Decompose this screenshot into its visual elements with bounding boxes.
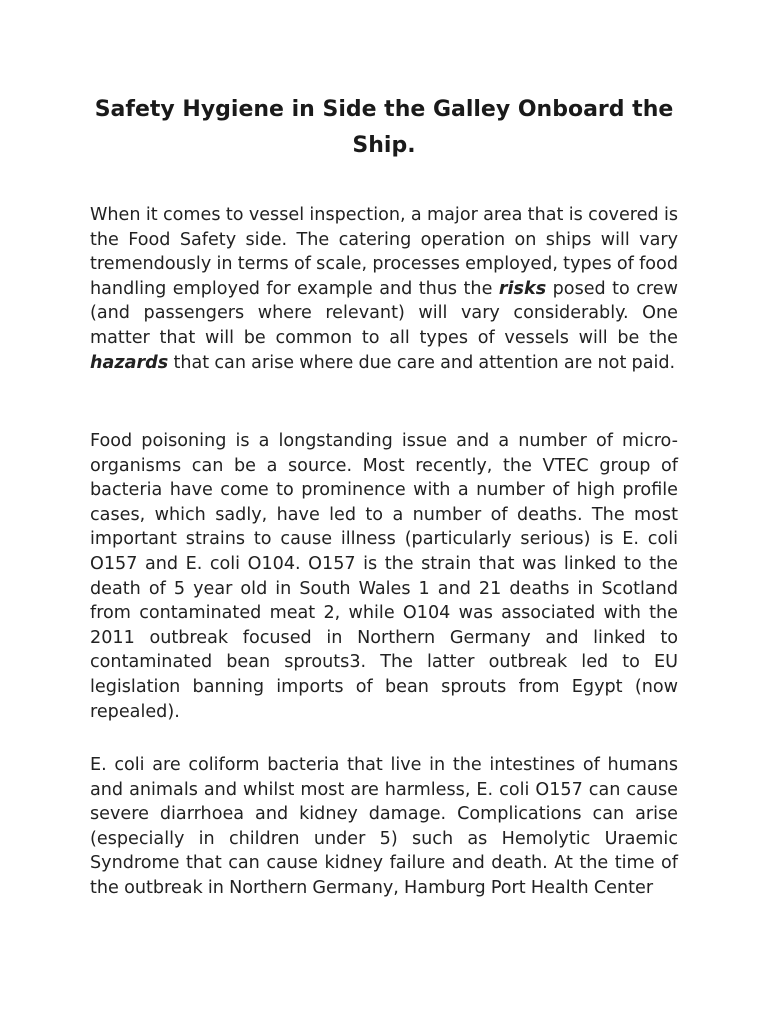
paragraph-food-poisoning: Food poisoning is a longstanding issue and a number of micro-organisms can be a source. Most recently, the VTEC group of bacteria have come to prominence with a number of high profile cases, which sadly, have led to a number of deaths. The most important strains to cause illness (particularly serious) is E. coli O157 and E. coli O104. O157 is the strain that was linked to the death of 5 year old in South Wales 1 and 21 deaths in Scotland from contaminated meat 2, while O104 was associated with the 2011 outbreak focused in Northern Germany and linked to contaminated bean sprouts3. The latter outbreak led to EU legislation banning imports of bean sprouts from Egypt (now repealed). [90, 431, 678, 722]
paragraph-intro-text-a: When it comes to vessel inspection, a major area that is covered is the Food Safety side. The catering operation on ships will vary tremendously in terms of scale, processes employed, types of food handling employed for example and thus the [90, 205, 678, 299]
document-title: Safety Hygiene in Side the Galley Onboard the Ship. [94, 97, 674, 158]
paragraph-intro-text-b: posed to crew (and passengers where relevant) will vary considerably. One matter that will be common to all types of vessels will be the [90, 278, 678, 348]
emphasis-hazards: hazards [90, 352, 169, 373]
paragraph-intro-text-c: that can arise where due care and attention are not paid. [168, 352, 676, 373]
paragraph-intro [90, 203, 678, 375]
emphasis-risks: risks [498, 278, 547, 299]
paragraph-ecoli: E. coli are coliform bacteria that live in the intestines of humans and animals and whilst most are harmless, E. coli O157 can cause severe diarrhoea and kidney damage. Complications can arise (especially in children under 5) such as Hemolytic Uraemic Syndrome that can cause kidney failure and death. At the time of the outbreak in Northern Germany, Hamburg Port Health Center [90, 755, 678, 898]
